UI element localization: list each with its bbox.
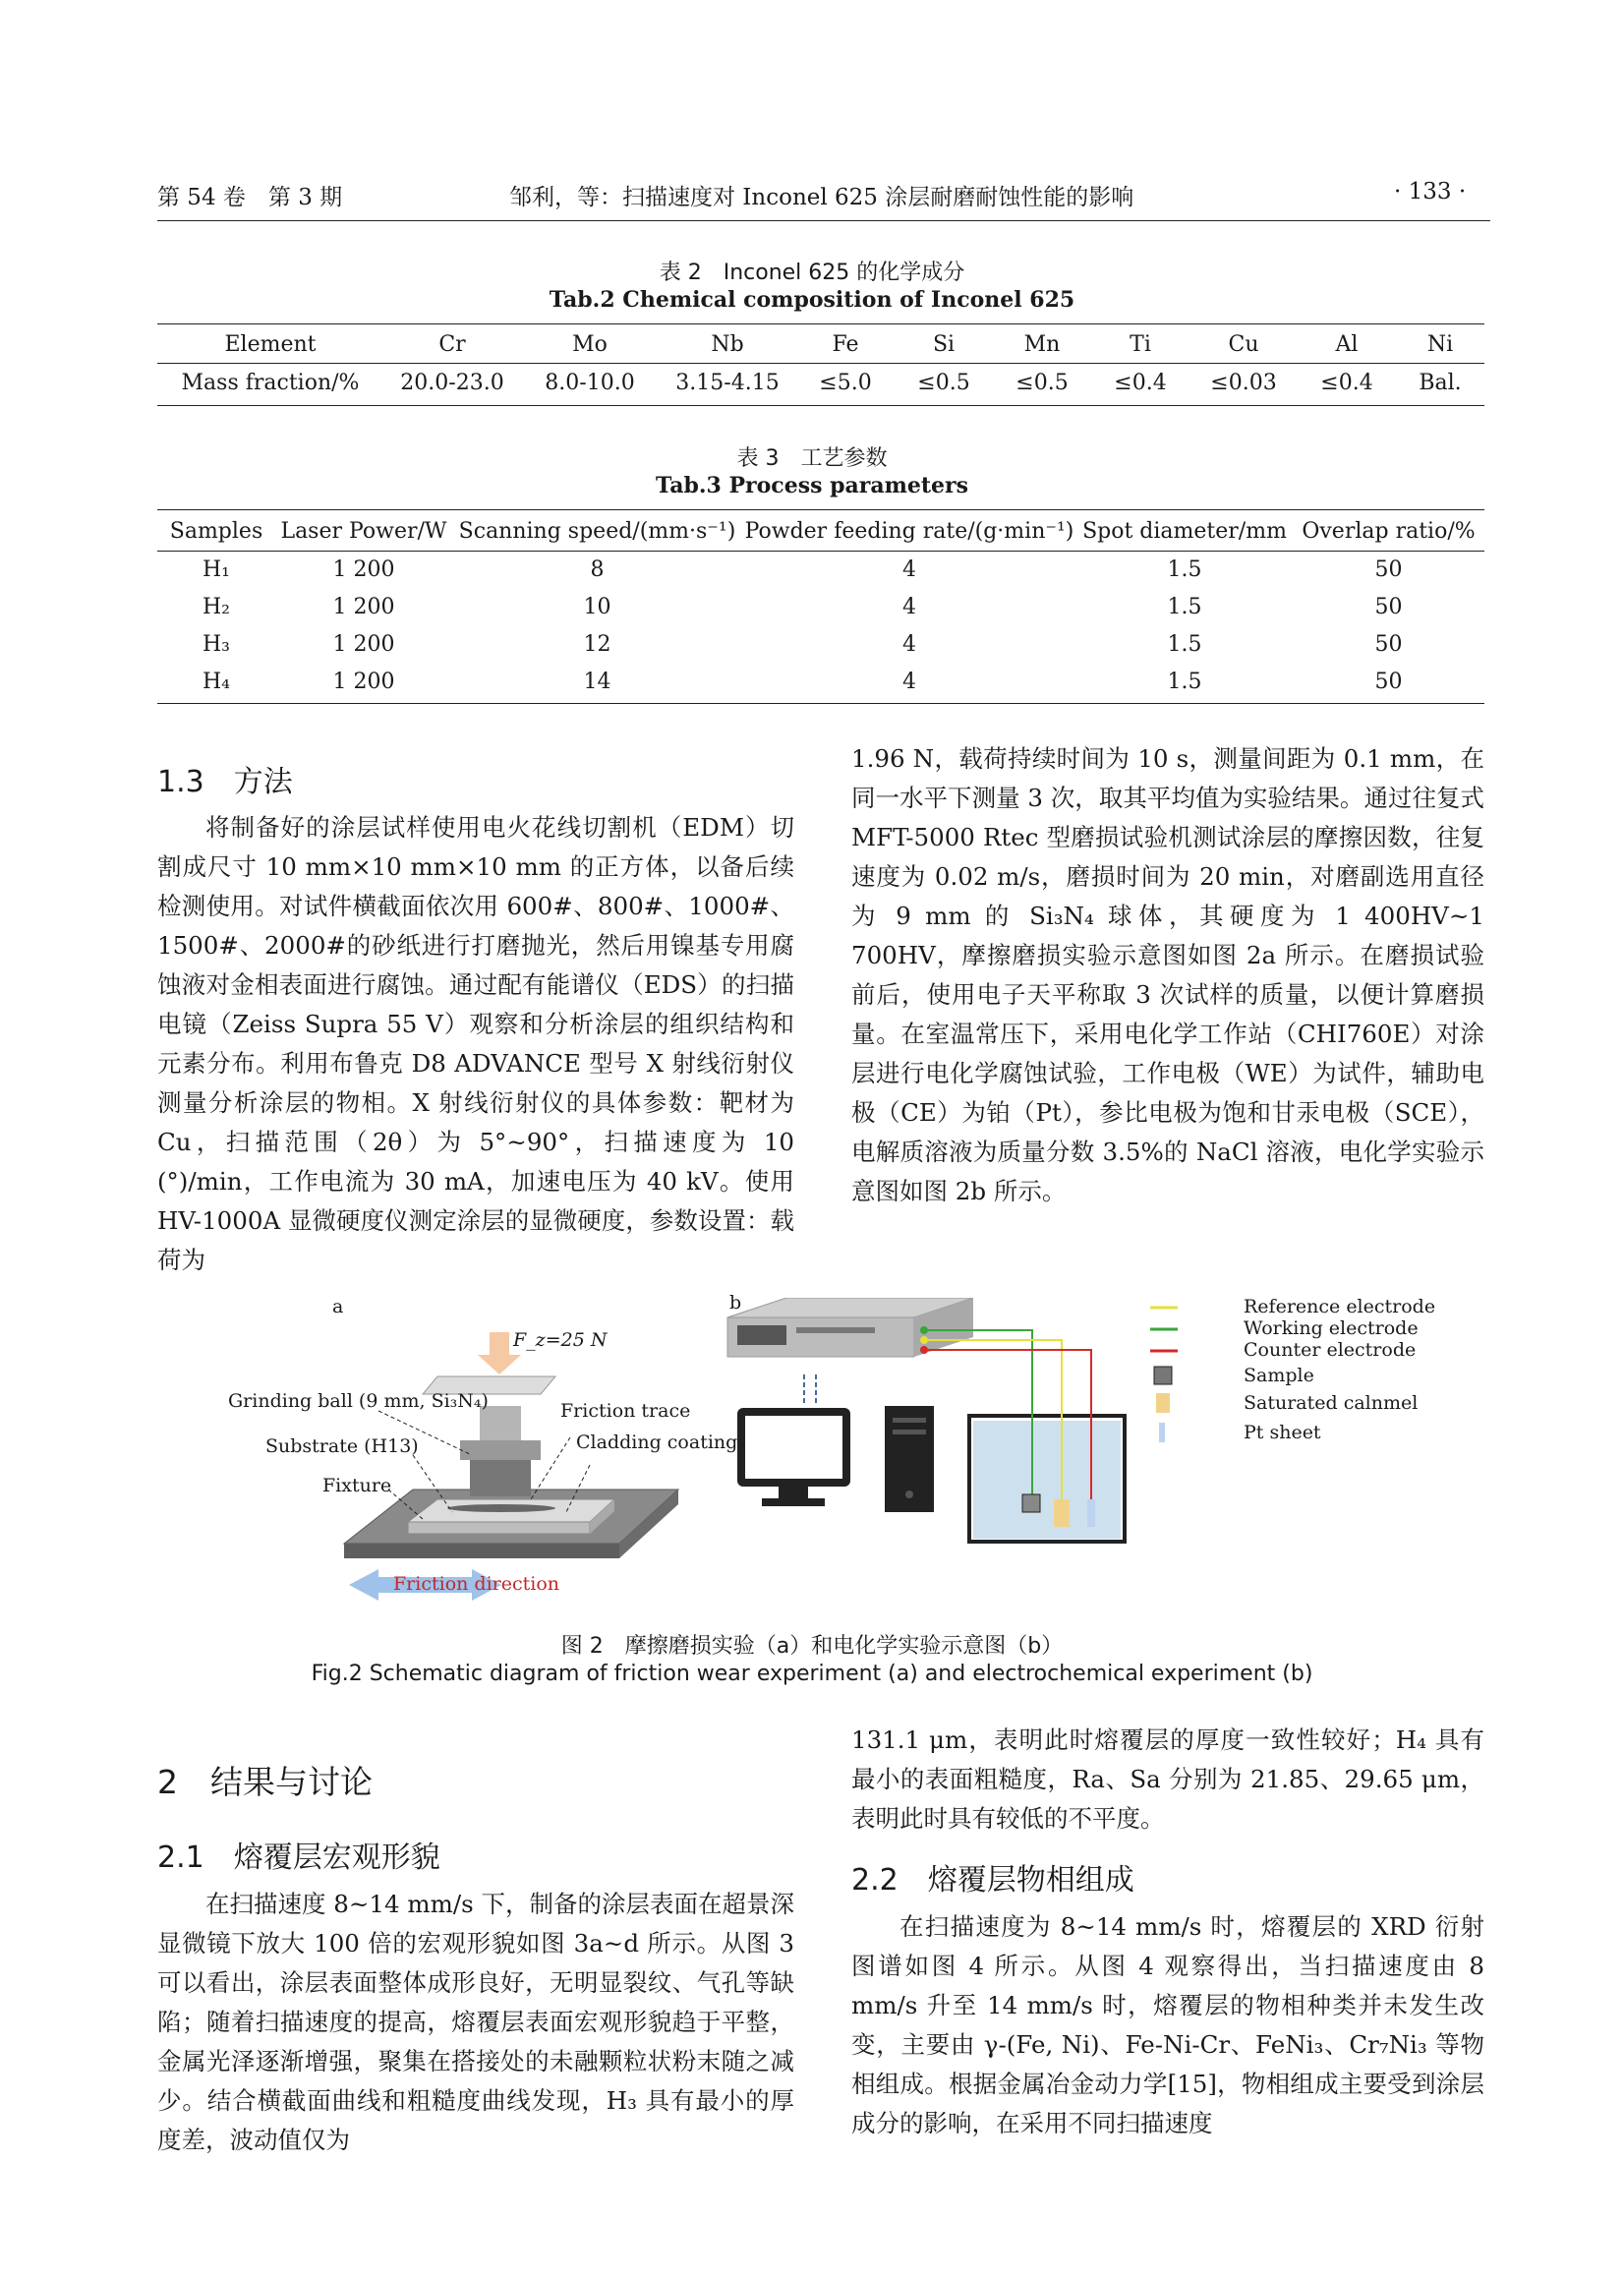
table3-top-rule [157,509,1484,510]
table3-cell: 50 [1374,631,1403,657]
section-2-2-title: 2.2 熔覆层物相组成 [851,1863,1134,1898]
section-1-3-right-column [851,739,1484,1211]
figure-2-caption-en: Fig.2 Schematic diagram of friction wear experiment (a) and electrochemical experiment (b) [311,1662,1313,1686]
substrate-label: Substrate (H13) [265,1435,419,1457]
table2-header-cell: Ni [1426,332,1454,358]
table3-row [157,551,1484,588]
section-2-2-column [851,1907,1484,2143]
table2-header-cell: Si [932,332,956,358]
table3-header-cell: Overlap ratio/% [1302,519,1476,545]
table2-header-cell: Ti [1130,332,1151,358]
table3-row [157,588,1484,625]
table3-cell: 50 [1374,594,1403,619]
table3-header-cell: Powder feeding rate/(g·min⁻¹) [744,519,1074,545]
table2-top-rule [157,323,1484,324]
table3-cell: 12 [583,631,611,657]
table2-caption-en: Tab.2 Chemical composition of Inconel 625 [549,287,1075,313]
table3-cell: H₂ [202,594,230,619]
header-center: 邹利，等：扫描速度对 Inconel 625 涂层耐磨耐蚀性能的影响 [509,185,1134,210]
table2-cell: 3.15-4.15 [675,370,780,395]
table2-header-cell: Al [1335,332,1359,358]
table3-cell: H₄ [202,669,230,694]
section-2-1-title: 2.1 熔覆层宏观形貌 [157,1841,440,1875]
table3-cell: H₃ [202,631,230,657]
section-2-1-paragraph-cont: 131.1 μm，表明此时熔覆层的厚度一致性较好；H₄ 具有最小的表面粗糙度，Ra、Sa 分别为 21.85、29.65 μm，表明此时具有较低的不平度。 [851,1725,1484,1833]
table2-header-cell: Cr [438,332,466,358]
table3-cell: 4 [902,669,916,694]
table3 [157,513,1484,700]
table2-cell: ≤5.0 [819,370,872,395]
table3-caption-en: Tab.3 Process parameters [655,473,969,498]
section-1-3-paragraph-cont: 1.96 N，载荷持续时间为 10 s，测量间距为 0.1 mm，在同一水平下测量 3 次，取其平均值为实验结果。通过往复式 MFT-5000 Rtec 型磨损试验机测试涂层的摩擦因数，往复速度为 0.02 m/s，磨损时间为 20 min，对磨副选用直径为 9 mm 的 Si₃N₄ 球体，其硬度为 1 400HV~1 700HV，摩擦磨损实验示意图如图 2a 所示。在磨损试验前后，使用电子天平称取 3 次试样的质量，以便计算磨损量。在室温常压下，采用电化学工作站（CHI760E）对涂层进行电化学腐蚀试验，工作电极（WE）为试件，辅助电极（CE）为铂（Pt），参比电极为饱和甘汞电极（SCE），电解质溶液为质量分数 3.5%的 NaCl 溶液，电化学实验示意图如图 2b 所示。 [851,744,1484,1205]
legend-reference-electrode: Reference electrode [1244,1296,1436,1317]
figure-2-caption-cn: 图 2 摩擦磨损实验（a）和电化学实验示意图（b） [560,1634,1064,1659]
section-2-1-paragraph: 在扫描速度 8~14 mm/s 下，制备的涂层表面在超景深显微镜下放大 100 倍的宏观形貌如图 3a~d 所示。从图 3 可以看出，涂层表面整体成形良好，无明显裂纹、气孔等缺陷；随着扫描速度的提高，熔覆层表面宏观形貌趋于平整，金属光泽逐渐增强，聚集在搭接处的未融颗粒状粉末随之减少。结合横截面曲线和粗糙度曲线发现，H₃ 具有最小的厚度差，波动值仅为 [157,1890,794,2154]
table3-cell: 50 [1374,556,1403,582]
table2-header-cell: Element [224,332,317,358]
table3-cell: 14 [583,669,611,694]
table2-bottom-rule [157,405,1484,406]
table3-cell: 4 [902,631,916,657]
legend-saturated-calomel: Saturated calnmel [1244,1392,1419,1414]
table3-cell: 8 [590,556,605,582]
table3-cell: 1.5 [1167,669,1202,694]
header-right: · 133 · [1394,179,1467,205]
header-left: 第 54 卷 第 3 期 [157,185,343,210]
table3-header-cell: Spot diameter/mm [1082,519,1287,545]
friction-trace-label: Friction trace [560,1400,691,1422]
table2-header-cell: Mn [1023,332,1061,358]
force-label: F_z=25 N [513,1329,608,1351]
table3-header-cell: Scanning speed/(mm·s⁻¹) [458,519,736,545]
table2-header-row [157,327,1484,363]
table3-cell: 1.5 [1167,631,1202,657]
friction-direction-label: Friction direction [393,1573,560,1595]
table3-cell: 50 [1374,669,1403,694]
figure-2-label-b: b [729,1292,742,1314]
table2-cell: ≤0.4 [1320,370,1373,395]
table3-cell: 1 200 [332,631,395,657]
section-1-3-paragraph: 将制备好的涂层试样使用电火花线切割机（EDM）切割成尺寸 10 mm×10 mm×10 mm 的正方体，以备后续检测使用。对试件横截面依次用 600#、800#、1000#、1500#、2000#的砂纸进行打磨抛光，然后用镍基专用腐蚀液对金相表面进行腐蚀。通过配有能谱仪（EDS）的扫描电镜（Zeiss Supra 55 V）观察和分析涂层的组织结构和元素分布。利用布鲁克 D8 ADVANCE 型号 X 射线衍射仪测量分析涂层的物相。X 射线衍射仪的具体参数：靶材为 Cu，扫描范围（2θ）为 5°~90°，扫描速度为 10 (°)/min，工作电流为 30 mA，加速电压为 40 kV。使用 HV-1000A 显微硬度仪测定涂层的显微硬度，参数设置：载荷为 [157,813,794,1274]
table3-cell: 10 [583,594,611,619]
grinding-ball-label: Grinding ball (9 mm, Si₃N₄) [228,1390,489,1412]
table2-cell: 8.0-10.0 [545,370,635,395]
table3-cell: 4 [902,594,916,619]
table3-cell: 1.5 [1167,594,1202,619]
table2-cell: ≤0.03 [1210,370,1277,395]
table2-header-cell: Fe [832,332,859,358]
section-2-title: 2 结果与讨论 [157,1763,373,1801]
section-2-1-column [157,1885,794,2160]
figure-2-label-a: a [332,1296,344,1317]
table3-bottom-rule [157,703,1484,704]
table2-header-cell: Cu [1228,332,1259,358]
table3-header-cell: Laser Power/W [280,519,447,545]
table3-caption-cn: 表 3 工艺参数 [736,446,888,471]
table2-cell: 20.0-23.0 [400,370,504,395]
table3-cell: 1 200 [332,556,395,582]
section-1-3-title: 1.3 方法 [157,765,293,799]
table2-cell: ≤0.5 [1015,370,1069,395]
table2 [157,327,1484,402]
header-rule [157,220,1490,221]
electrochemical-schematic [727,1298,1178,1542]
table3-header-cell: Samples [169,519,263,545]
table3-cell: 1 200 [332,594,395,619]
table2-cell: ≤0.4 [1114,370,1167,395]
section-2-2-paragraph: 在扫描速度为 8~14 mm/s 时，熔覆层的 XRD 衍射图谱如图 4 所示。从图 4 观察得出，当扫描速度由 8 mm/s 升至 14 mm/s 时，熔覆层的物相种类并未发生改变，主要由 γ-(Fe, Ni)、Fe-Ni-Cr、FeNi₃、Cr₇Ni₃ 等物相组成。根据金属冶金动力学[15]，物相组成主要受到涂层成分的影响，在采用不同扫描速度 [851,1912,1484,2137]
table2-cell: Mass fraction/% [181,370,360,395]
legend-pt-sheet: Pt sheet [1244,1422,1321,1443]
table3-row [157,663,1484,700]
table3-header-row [157,513,1484,551]
legend-sample: Sample [1244,1365,1314,1386]
cladding-label: Cladding coating [576,1432,738,1453]
table3-cell: 4 [902,556,916,582]
friction-test-schematic [344,1332,678,1601]
right-column-continuation [851,1721,1484,1839]
table2-header-cell: Mo [572,332,608,358]
table3-cell: 1 200 [332,669,395,694]
table3-cell: 1.5 [1167,556,1202,582]
table2-row [157,363,1484,402]
table2-caption-cn: 表 2 Inconel 625 的化学成分 [659,261,965,285]
section-1-3-left-column [157,808,794,1280]
figure-2 [226,1292,1455,1622]
table3-row [157,625,1484,663]
legend-counter-electrode: Counter electrode [1244,1339,1417,1361]
table2-cell: ≤0.5 [917,370,970,395]
table2-cell: Bal. [1419,370,1462,395]
table2-header-cell: Nb [711,332,744,358]
fixture-label: Fixture [322,1475,392,1496]
legend-working-electrode: Working electrode [1244,1317,1419,1339]
table3-cell: H₁ [202,556,230,582]
